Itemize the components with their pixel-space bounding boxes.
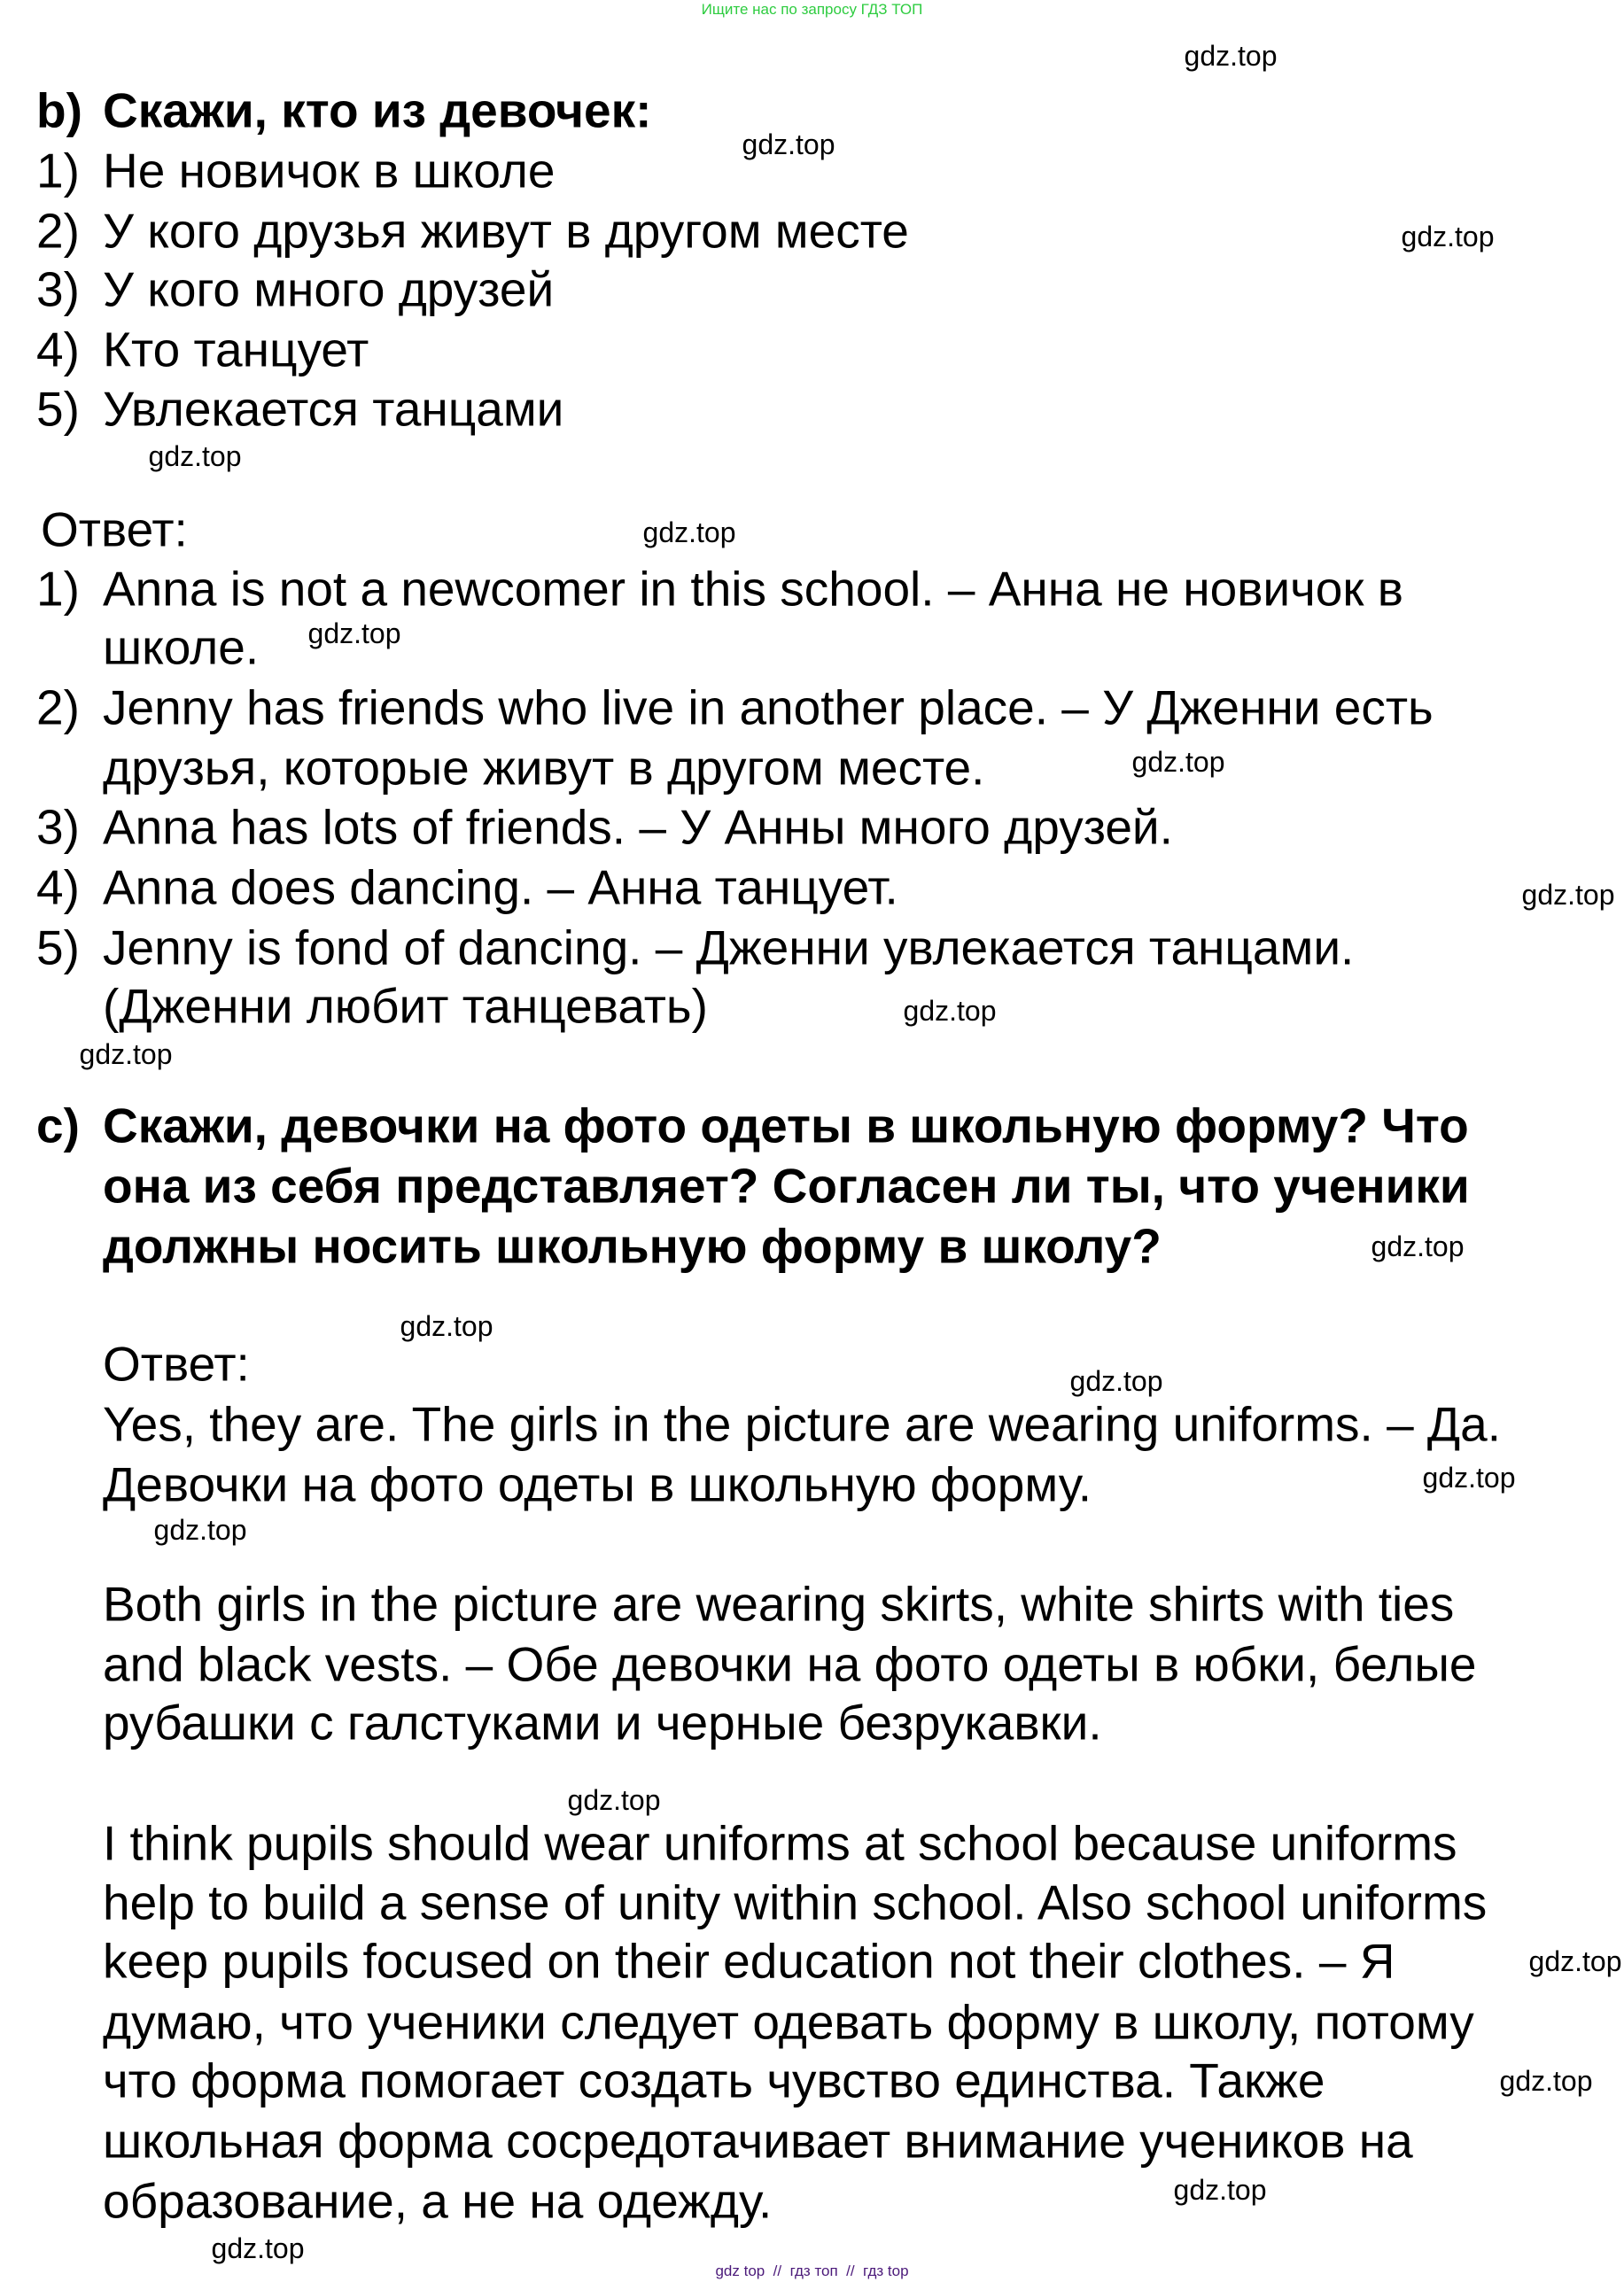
watermark: gdz.top — [1131, 746, 1225, 778]
list-item: У кого друзья живут в другом месте — [103, 203, 909, 259]
section-c-label: c) — [36, 1098, 80, 1153]
answer-number: 5) — [36, 920, 80, 975]
paragraph-line: I think pupils should wear uniforms at school because uniforms — [103, 1815, 1457, 1871]
paragraph-line: рубашки с галстуками и черные безрукавки. — [103, 1695, 1102, 1750]
watermark: gdz.top — [903, 995, 997, 1027]
answer-line: (Дженни любит танцевать) — [103, 978, 708, 1034]
watermark: gdz.top — [742, 128, 835, 160]
paragraph-line: Yes, they are. The girls in the picture are wearing uniforms. – Да. — [103, 1396, 1502, 1452]
answer-line: Jenny has friends who live in another place. – У Дженни есть — [103, 679, 1434, 735]
list-item: Кто танцует — [103, 322, 369, 377]
answer-line: Jenny is fond of dancing. – Дженни увлекается танцами. — [103, 920, 1355, 975]
answer-label: Ответ: — [103, 1336, 250, 1392]
answer-number: 1) — [36, 561, 80, 617]
watermark: gdz.top — [148, 440, 242, 472]
paragraph-line: что форма помогает создать чувство единства. Также — [103, 2053, 1325, 2108]
watermark: gdz.top — [567, 1784, 661, 1816]
paragraph-line: школьная форма сосредотачивает внимание учеников на — [103, 2113, 1413, 2169]
item-number: 5) — [36, 381, 80, 437]
watermark: gdz.top — [1371, 1230, 1465, 1262]
section-c-title: она из себя представляет? Согласен ли ты, что ученики — [103, 1158, 1470, 1214]
section-c-title: Скажи, девочки на фото одеты в школьную форму? Что — [103, 1098, 1469, 1153]
watermark: gdz.top — [1401, 221, 1495, 252]
watermark: gdz.top — [1521, 879, 1615, 911]
paragraph-line: думаю, что ученики следует одевать форму в школу, потому — [103, 1994, 1474, 2050]
paragraph-line: Both girls in the picture are wearing skirts, white shirts with ties — [103, 1576, 1455, 1632]
item-number: 3) — [36, 261, 80, 317]
paragraph-line: keep pupils focused on their education not their clothes. – Я — [103, 1933, 1395, 1989]
answer-line: Anna is not a newcomer in this school. – Анна не новичок в — [103, 561, 1403, 617]
answer-line: Anna has lots of friends. – У Анны много друзей. — [103, 799, 1173, 855]
answer-line: Anna does dancing. – Анна танцует. — [103, 859, 898, 915]
watermark: gdz.top — [1422, 1462, 1516, 1494]
answer-line: друзья, которые живут в другом месте. — [103, 740, 985, 796]
watermark: gdz.top — [1499, 2065, 1593, 2097]
paragraph-line: and black vests. – Обе девочки на фото одеты в юбки, белые — [103, 1636, 1477, 1692]
list-item: Увлекается танцами — [103, 381, 564, 437]
item-number: 2) — [36, 203, 80, 259]
watermark: gdz.top — [1173, 2174, 1267, 2206]
item-number: 4) — [36, 322, 80, 377]
answer-line: школе. — [103, 619, 260, 675]
watermark: gdz.top — [400, 1310, 493, 1342]
watermark: gdz.top — [1069, 1365, 1163, 1397]
watermark: gdz.top — [79, 1038, 173, 1070]
watermark: gdz.top — [307, 617, 401, 649]
paragraph-line: help to build a sense of unity within school. Also school uniforms — [103, 1874, 1488, 1930]
answer-number: 2) — [36, 679, 80, 735]
answer-number: 4) — [36, 859, 80, 915]
section-c-title: должны носить школьную форму в школу? — [103, 1218, 1162, 1274]
watermark: gdz.top — [1528, 1945, 1622, 1977]
watermark: gdz.top — [153, 1514, 247, 1546]
list-item: Не новичок в школе — [103, 143, 556, 198]
section-b-label: b) — [36, 82, 82, 138]
answer-number: 3) — [36, 799, 80, 855]
paragraph-line: образование, а не на одежду. — [103, 2173, 773, 2229]
section-b-title: Скажи, кто из девочек: — [103, 82, 652, 138]
watermark: gdz.top — [211, 2232, 305, 2264]
watermark: gdz.top — [1184, 40, 1278, 72]
footer-banner: gdz top // гдз топ // гдз top — [715, 2263, 909, 2279]
item-number: 1) — [36, 143, 80, 198]
paragraph-line: Девочки на фото одеты в школьную форму. — [103, 1456, 1092, 1512]
answer-label: Ответ: — [41, 501, 188, 557]
header-banner: Ищите нас по запросу ГДЗ ТОП — [701, 1, 923, 18]
watermark: gdz.top — [642, 516, 736, 548]
list-item: У кого много друзей — [103, 261, 555, 317]
